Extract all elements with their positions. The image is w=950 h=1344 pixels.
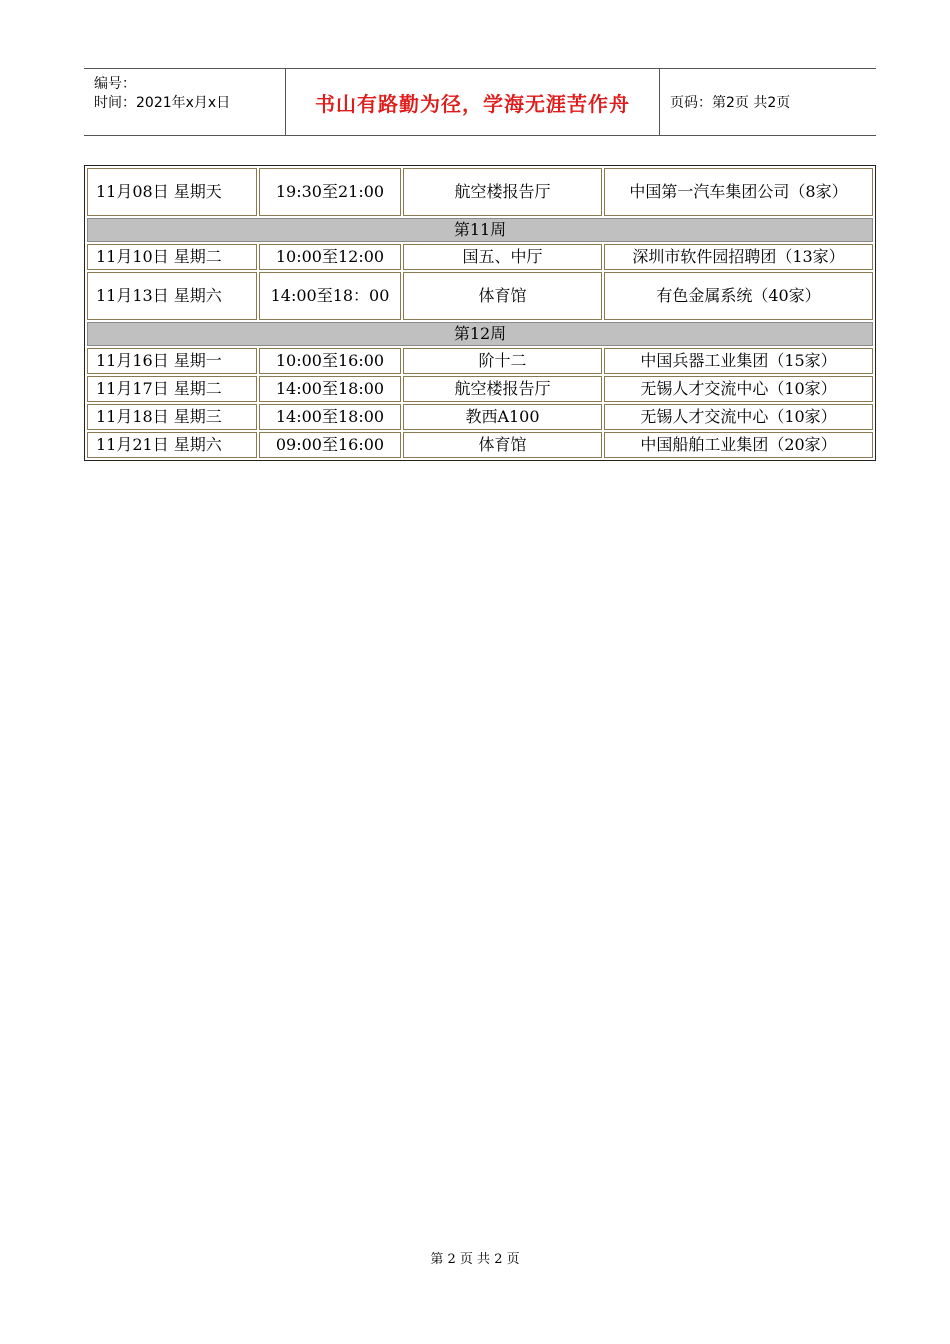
time-cell: 19:30至21:00 xyxy=(259,168,401,216)
time-cell: 14:00至18:00 xyxy=(259,376,401,402)
table-row xyxy=(87,376,873,402)
time-cell: 09:00至16:00 xyxy=(259,432,401,458)
table-row xyxy=(87,244,873,270)
table-row xyxy=(87,272,873,320)
header-page-label: 页码：第2页 共2页 xyxy=(670,95,791,111)
organization-cell: 无锡人才交流中心（10家） xyxy=(604,376,873,402)
time-cell: 10:00至16:00 xyxy=(259,348,401,374)
document-number-label: 编号： xyxy=(94,76,136,92)
table-row xyxy=(87,404,873,430)
page-footer: 第 2 页 共 2 页 xyxy=(430,1252,520,1267)
place-cell: 体育馆 xyxy=(403,272,602,320)
date-cell: 11月16日 星期一 xyxy=(87,348,257,374)
week-row xyxy=(87,218,873,242)
header-page-cell xyxy=(660,69,876,135)
place-cell: 航空楼报告厅 xyxy=(403,376,602,402)
date-cell: 11月18日 星期三 xyxy=(87,404,257,430)
table-row xyxy=(87,432,873,458)
header-meta xyxy=(84,69,286,135)
organization-cell: 中国第一汽车集团公司（8家） xyxy=(604,168,873,216)
week-label: 第11周 xyxy=(87,218,873,242)
organization-cell: 有色金属系统（40家） xyxy=(604,272,873,320)
date-cell: 11月08日 星期天 xyxy=(87,168,257,216)
time-cell: 14:00至18:00 xyxy=(259,404,401,430)
organization-cell: 深圳市软件园招聘团（13家） xyxy=(604,244,873,270)
time-cell: 14:00至18：00 xyxy=(259,272,401,320)
time-cell: 10:00至12:00 xyxy=(259,244,401,270)
place-cell: 教西A100 xyxy=(403,404,602,430)
week-label: 第12周 xyxy=(87,322,873,346)
table-row xyxy=(87,348,873,374)
date-cell: 11月10日 星期二 xyxy=(87,244,257,270)
organization-cell: 中国兵器工业集团（15家） xyxy=(604,348,873,374)
header-motto-cell xyxy=(286,69,660,135)
document-time-label: 时间：2021年x月x日 xyxy=(94,95,231,111)
week-row xyxy=(87,322,873,346)
organization-cell: 无锡人才交流中心（10家） xyxy=(604,404,873,430)
date-cell: 11月17日 星期二 xyxy=(87,376,257,402)
place-cell: 阶十二 xyxy=(403,348,602,374)
place-cell: 体育馆 xyxy=(403,432,602,458)
date-cell: 11月21日 星期六 xyxy=(87,432,257,458)
organization-cell: 中国船舶工业集团（20家） xyxy=(604,432,873,458)
page-header xyxy=(84,68,876,136)
table-row xyxy=(87,168,873,216)
place-cell: 国五、中厅 xyxy=(403,244,602,270)
date-cell: 11月13日 星期六 xyxy=(87,272,257,320)
recruitment-schedule-table xyxy=(84,165,876,461)
place-cell: 航空楼报告厅 xyxy=(403,168,602,216)
header-motto: 书山有路勤为径，学海无涯苦作舟 xyxy=(315,91,630,116)
